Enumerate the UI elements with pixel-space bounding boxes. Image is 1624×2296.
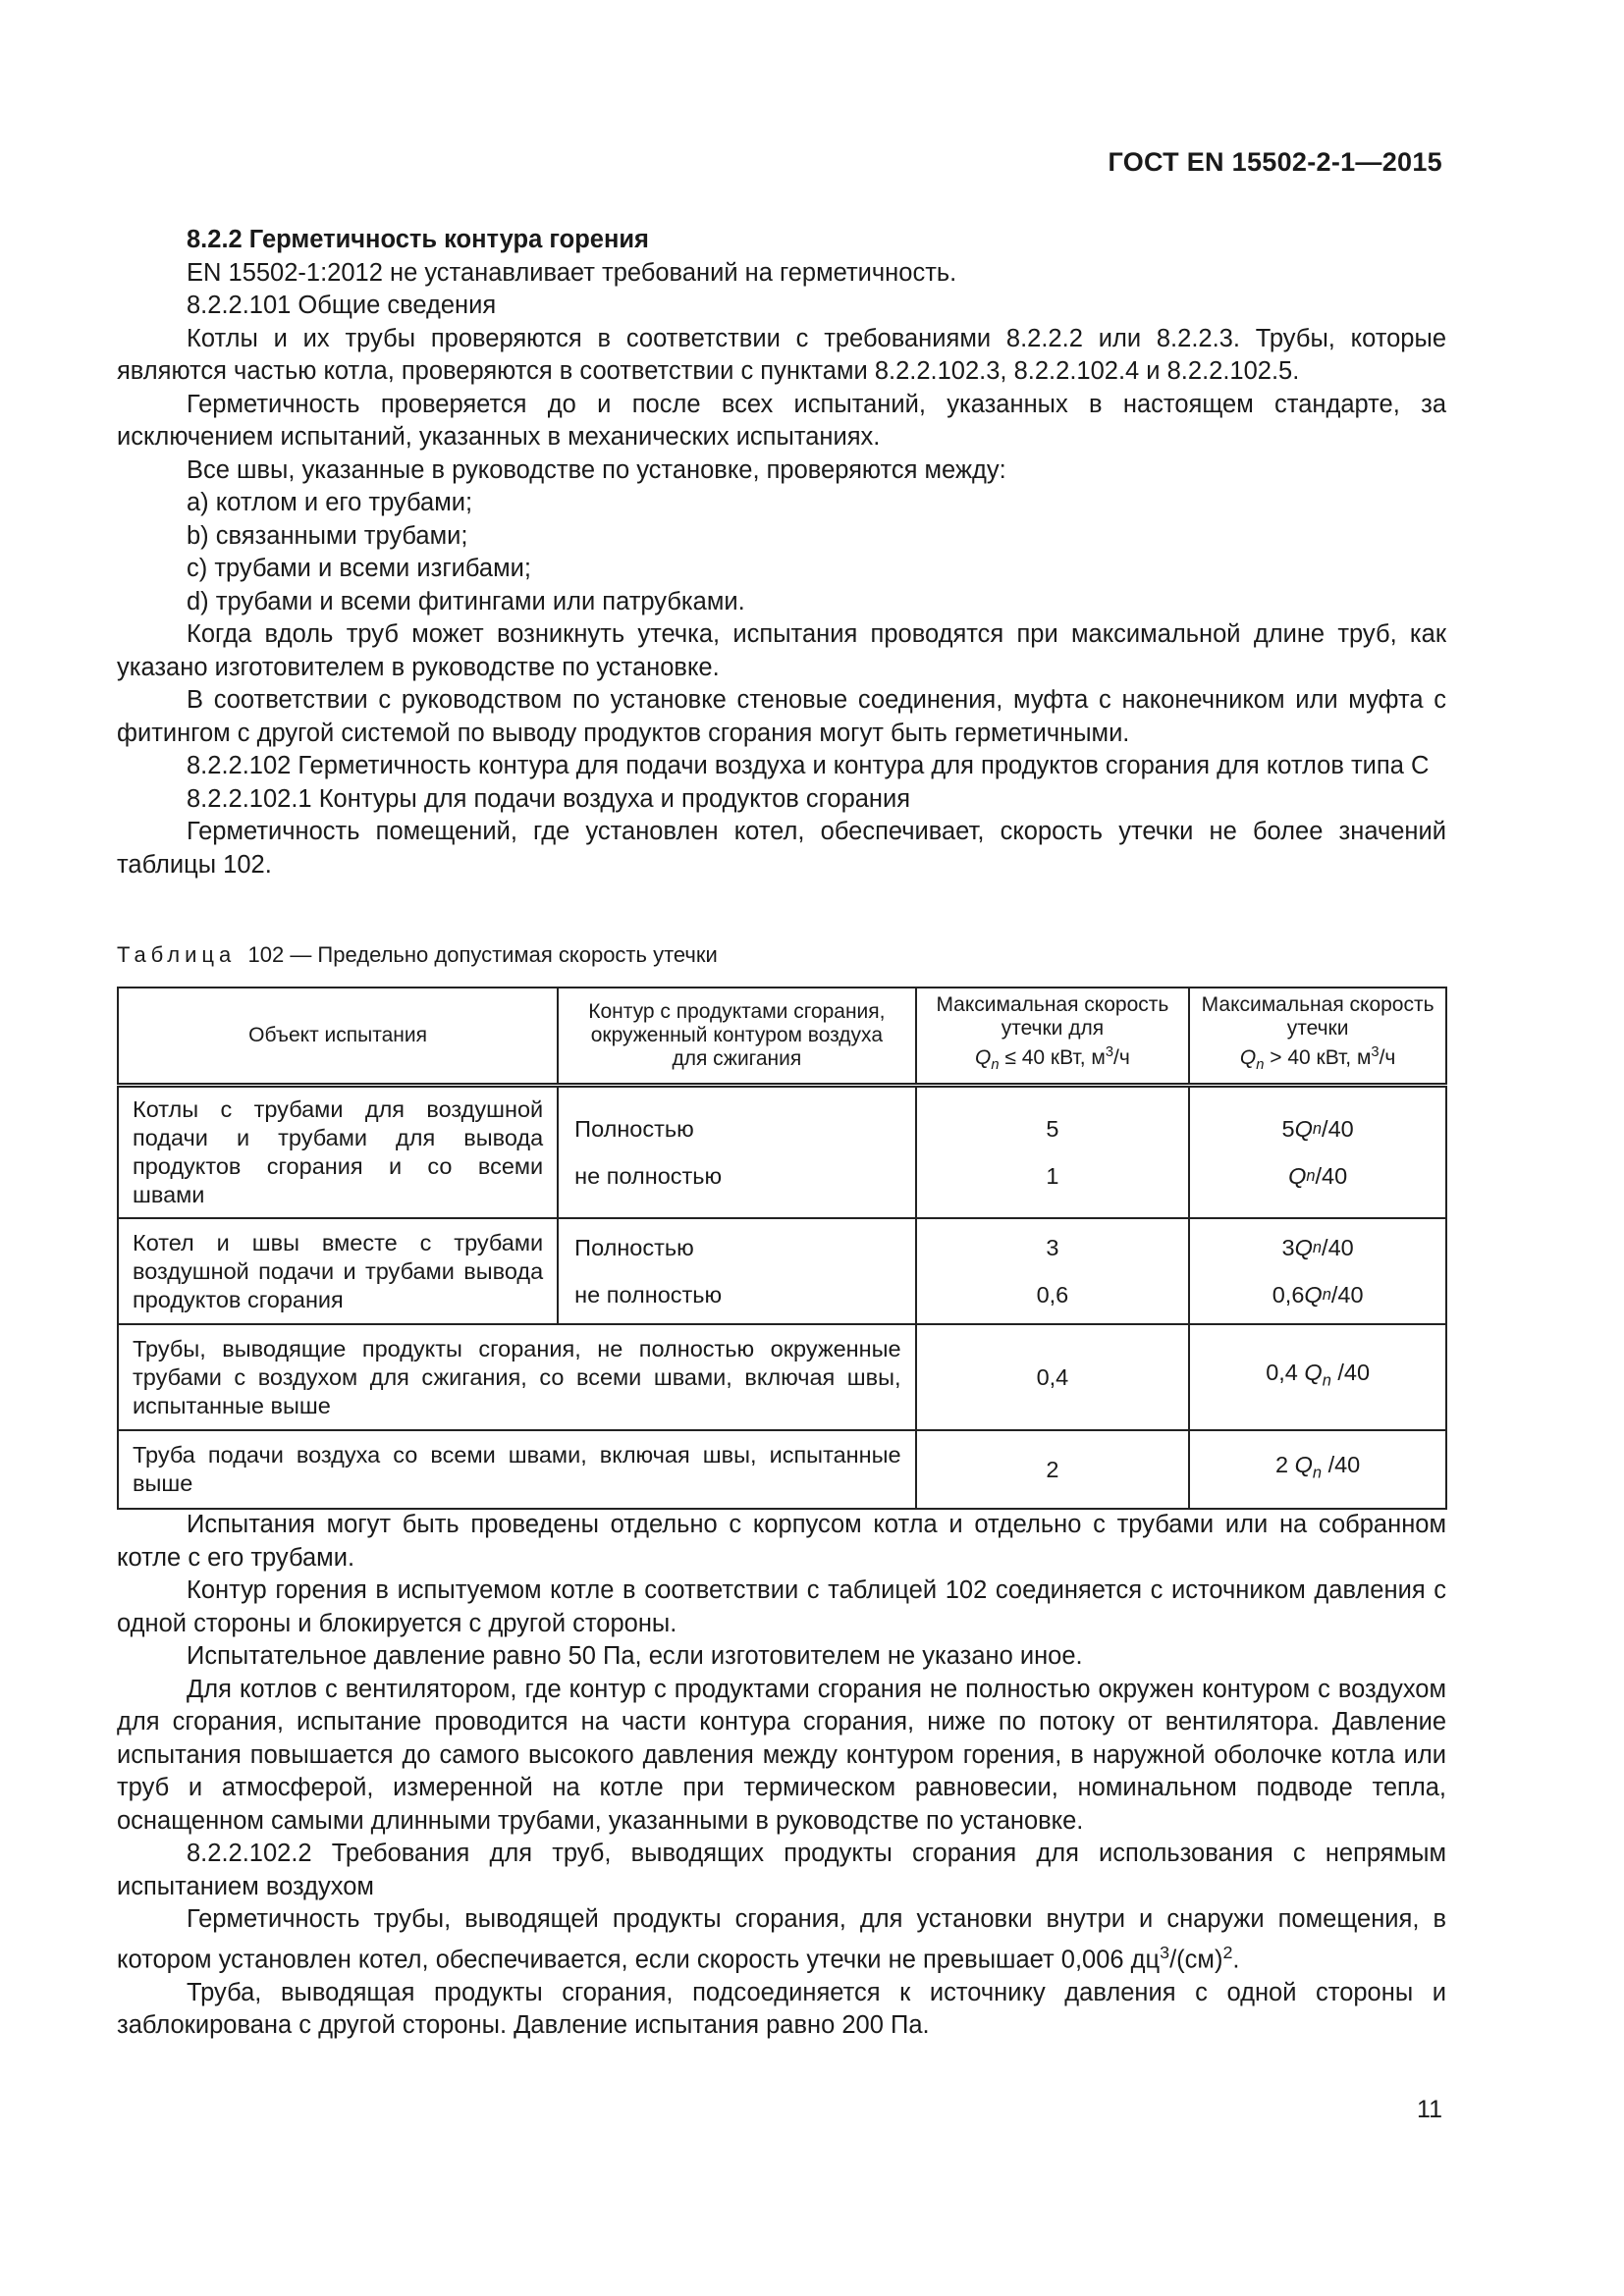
leak-paragraph: Герметичность трубы, выводящей продукты сгорания, для установки внутри и снаружи помещения, в котором установлен котел, обеспечивается, если скорость утечки не превышает 0,006 $дц^3/(см)^2$. <box>117 1905 1446 1973</box>
paragraph: Когда вдоль труб может возникнуть утечка, испытания проводятся при максимальной длине труб, как указано изготовителем в руководстве по установке. <box>117 620 1446 681</box>
paragraph: Для котлов с вентилятором, где контур с продуктами сгорания не полностью окружен контуром с воздухом для сгорания, испытание проводится на части контура сгорания, ниже по потоку от вентилятора. Давление испытания повышается до самого высокого давления между контуром горения, в наружной оболочке котла или труб и атмосферой, измеренной на котле при термическом равновесии, номинальном подводе тепла, оснащенном самыми длинными трубами, указанными в руководстве по установке. <box>117 1675 1446 1835</box>
paragraph: 8.2.2.102 Герметичность контура для подачи воздуха и контура для продуктов сгорания для котлов типа С <box>187 752 1430 779</box>
cell-object: Труба подачи воздуха со всеми швами, включая швы, испытанные выше <box>118 1430 916 1509</box>
cell-object: Котел и швы вместе с трубами воздушной подачи и трубами вывода продуктов сгорания <box>118 1218 558 1324</box>
cell-contour: Полностью не полностью <box>558 1218 915 1324</box>
cell-contour: Полностью не полностью <box>558 1086 915 1219</box>
paragraph: Котлы и их трубы проверяются в соответствии с требованиями 8.2.2.2 или 8.2.2.3. Трубы, которые являются частью котла, проверяются в соответствии с пунктами 8.2.2.102.3, 8.2.2.102.4 и 8.2.2.102.5. <box>117 324 1446 385</box>
cell-object: Котлы с трубами для воздушной подачи и трубами для вывода продуктов сгорания и со всеми швами <box>118 1086 558 1219</box>
document-header: ГОСТ EN 15502-2-1—2015 <box>1108 147 1442 177</box>
table-caption <box>117 942 718 968</box>
leak-rate-table <box>117 987 1447 1510</box>
table-row <box>118 1324 1446 1430</box>
table-header-row <box>118 988 1446 1086</box>
cell-object: Трубы, выводящие продукты сгорания, не полностью окруженные трубами с воздухом для сжигания, со всеми швами, включая швы, испытанные выше <box>118 1324 916 1430</box>
list-item: c) трубами и всеми изгибами; <box>187 555 531 582</box>
paragraph: Все швы, указанные в руководстве по установке, проверяются между: <box>187 455 1006 484</box>
paragraph: Герметичность помещений, где установлен котел, обеспечивает, скорость утечки не более значений таблицы 102. <box>117 818 1446 879</box>
cell-rate-le40: 5 1 <box>916 1086 1190 1219</box>
header-max-rate-le40: Максимальная скорость утечки для $Q_n \le 40$ кВт, $м^3/ч$ <box>916 988 1190 1086</box>
paragraph: Контур горения в испытуемом котле в соответствии с таблицей 102 соединяется с источником давления с одной стороны и блокируется с другой стороны. <box>117 1576 1446 1637</box>
table-row <box>118 1430 1446 1509</box>
cell-rate-gt40: 2 $Q_n$ /40 <box>1189 1430 1446 1509</box>
paragraph: Испытания могут быть проведены отдельно с корпусом котла и отдельно с трубами или на собранном котле с его трубами. <box>117 1511 1446 1572</box>
paragraph: В соответствии с руководством по установке стеновые соединения, муфта с наконечником или муфта с фитингом с другой системой по выводу продуктов сгорания могут быть герметичными. <box>117 686 1446 747</box>
cell-rate-le40: 3 0,6 <box>916 1218 1190 1324</box>
paragraph: EN 15502-1:2012 не устанавливает требований на герметичность. <box>187 258 957 287</box>
cell-rate-le40: 0,4 <box>916 1324 1190 1430</box>
cell-rate-gt40: 5 Q n /40 Q n /40 <box>1189 1086 1446 1219</box>
top-text-block <box>117 224 1446 881</box>
list-item: a) котлом и его трубами; <box>187 489 473 516</box>
paragraph: 8.2.2.102.2 Требования для труб, выводящих продукты сгорания для использования с непрямым испытанием воздухом <box>117 1840 1446 1900</box>
table-caption-text: 102 — Предельно допустимая скорость утечки <box>247 942 718 967</box>
cell-rate-gt40: 0,4 $Q_n$ /40 <box>1189 1324 1446 1430</box>
header-contour: Контур с продуктами сгорания, окруженный контуром воздуха для сжигания <box>558 988 915 1086</box>
table-caption-label: Таблица <box>117 942 237 967</box>
paragraph: Труба, выводящая продукты сгорания, подсоединяется к источнику давления с одной стороны и заблокирована с другой стороны. Давление испытания равно 200 Па. <box>117 1978 1446 2039</box>
table-row <box>118 1086 1446 1219</box>
page-number: 11 <box>1417 2096 1442 2123</box>
table-row <box>118 1218 1446 1324</box>
paragraph: Герметичность проверяется до и после всех испытаний, указанных в настоящем стандарте, за исключением испытаний, указанных в механических испытаниях. <box>117 390 1446 451</box>
list-item: d) трубами и всеми фитингами или патрубками. <box>187 587 745 615</box>
paragraph: 8.2.2.102.1 Контуры для подачи воздуха и продуктов сгорания <box>187 784 911 813</box>
cell-rate-le40: 2 <box>916 1430 1190 1509</box>
header-max-rate-gt40: Максимальная скорость утечки $Q_n > 40$ кВт, $м^3/ч$ <box>1189 988 1446 1086</box>
paragraph: 8.2.2.101 Общие сведения <box>187 292 497 319</box>
paragraph: Испытательное давление равно 50 Па, если изготовителем не указано иное. <box>187 1642 1083 1670</box>
header-object: Объект испытания <box>118 988 558 1086</box>
section-heading: 8.2.2 Герметичность контура горения <box>187 226 649 253</box>
cell-rate-gt40: 3 Q n /40 0,6 Q n /40 <box>1189 1218 1446 1324</box>
bottom-text-block <box>117 1509 1446 2043</box>
list-item: b) связанными трубами; <box>187 521 468 550</box>
